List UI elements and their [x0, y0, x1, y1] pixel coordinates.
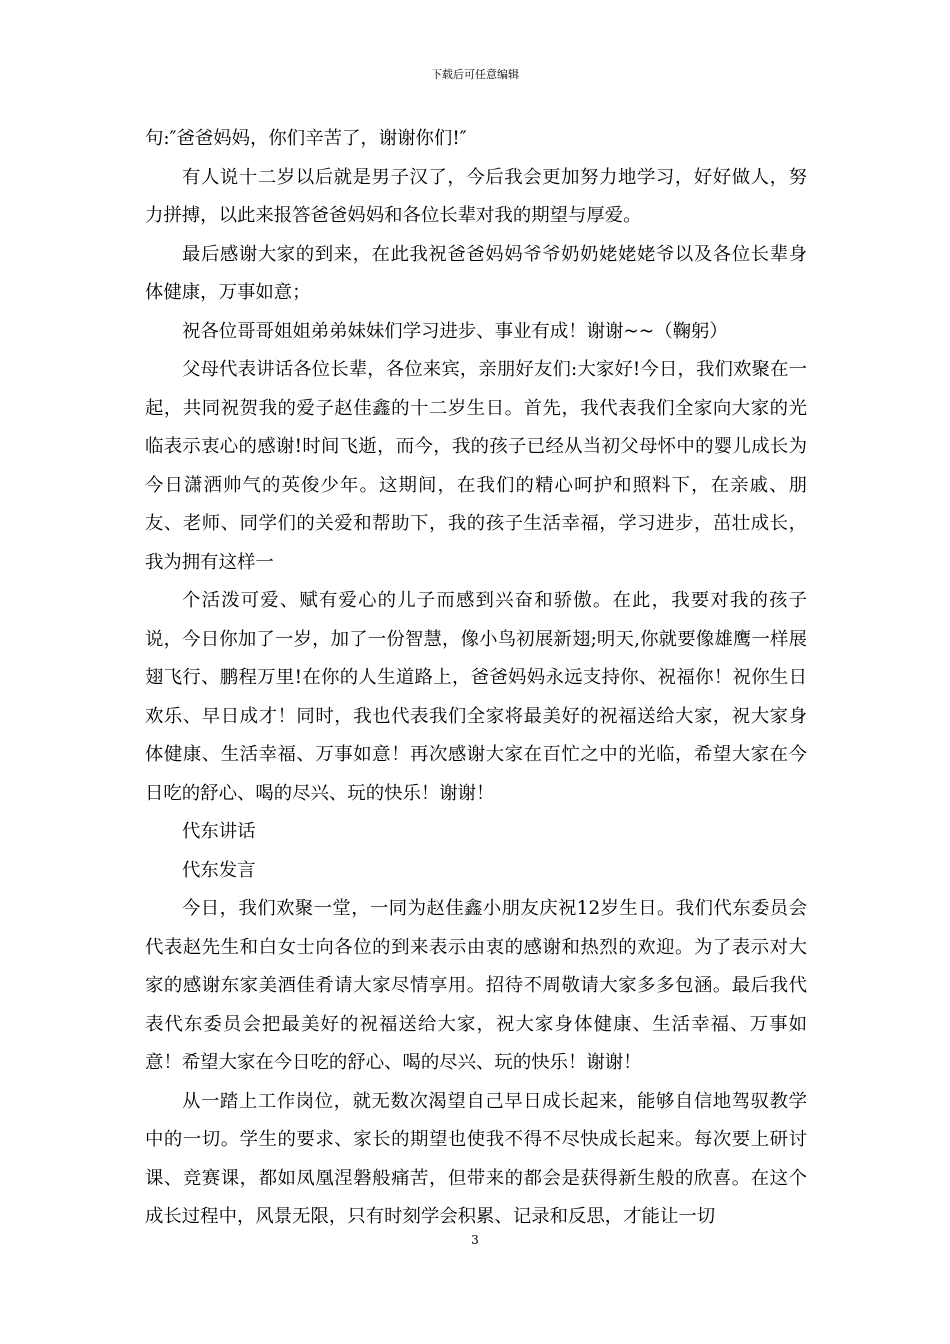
paragraph-7: 代东讲话	[182, 821, 256, 842]
page-number: 3	[471, 1233, 479, 1247]
paragraph-2: 有人说十二岁以后就是男子汉了，今后我会更加努力地学习，好好做人，努力拼搏，以此来报答爸爸妈妈和各位长辈对我的期望与厚爱。	[145, 166, 807, 226]
paragraph-1: 句:″爸爸妈妈，你们辛苦了，谢谢你们!″	[145, 128, 467, 149]
paragraph-8: 代东发言	[182, 859, 256, 881]
paragraph-6: 个活泼可爱、赋有爱心的儿子而感到兴奋和骄傲。在此，我要对我的孩子说，今日你加了一岁，加了一份智慧，像小鸟初展新翅;明天,你就要像雄鹰一样展翅飞行、鹏程万里!在你的人生道路上，爸爸妈妈永远支持你、祝福你！祝你生日欢乐、早日成才！同时，我也代表我们全家将最美好的祝福送给大家，祝大家身体健康、生活幸福、万事如意！再次感谢大家在百忙之中的光临，希望大家在今日吃的舒心、喝的尽兴、玩的快乐！谢谢！	[145, 590, 807, 804]
paragraph-3: 最后感谢大家的到来，在此我祝爸爸妈妈爷爷奶奶姥姥姥爷以及各位长辈身体健康，万事如意；	[145, 243, 807, 303]
paragraph-9: 今日，我们欢聚一堂，一同为赵佳鑫小朋友庆祝12岁生日。我们代东委员会代表赵先生和白女士向各位的到来表示由衷的感谢和热烈的欢迎。为了表示对大家的感谢东家美酒佳肴请大家尽情享用。招待不周敬请大家多多包涵。最后我代表代东委员会把最美好的祝福送给大家，祝大家身体健康、生活幸福、万事如意！希望大家在今日吃的舒心、喝的尽兴、玩的快乐！谢谢！	[145, 898, 807, 1073]
paragraph-4: 祝各位哥哥姐姐弟弟妹妹们学习进步、事业有成！谢谢~~（鞠躬）	[182, 320, 728, 342]
page-header-note: 下载后可任意编辑	[431, 68, 519, 81]
document-body	[145, 120, 807, 1237]
paragraph-5: 父母代表讲话各位长辈，各位来宾，亲朋好友们:大家好!今日，我们欢聚在一起，共同祝贺我的爱子赵佳鑫的十二岁生日。首先，我代表我们全家向大家的光临表示衷心的感谢!时间飞逝，而今，我的孩子已经从当初父母怀中的婴儿成长为今日潇洒帅气的英俊少年。这期间，在我们的精心呵护和照料下，在亲戚、朋友、老师、同学们的关爱和帮助下，我的孩子生活幸福，学习进步，茁壮成长，我为拥有这样一	[145, 359, 807, 573]
paragraph-10: 从一踏上工作岗位，就无数次渴望自己早日成长起来，能够自信地驾驭教学中的一切。学生的要求、家长的期望也使我不得不尽快成长起来。每次要上研讨课、竞赛课，都如凤凰涅磐般痛苦，但带来的都会是获得新生般的欣喜。在这个成长过程中，风景无限，只有时刻学会积累、记录和反思，才能让一切	[145, 1090, 807, 1227]
